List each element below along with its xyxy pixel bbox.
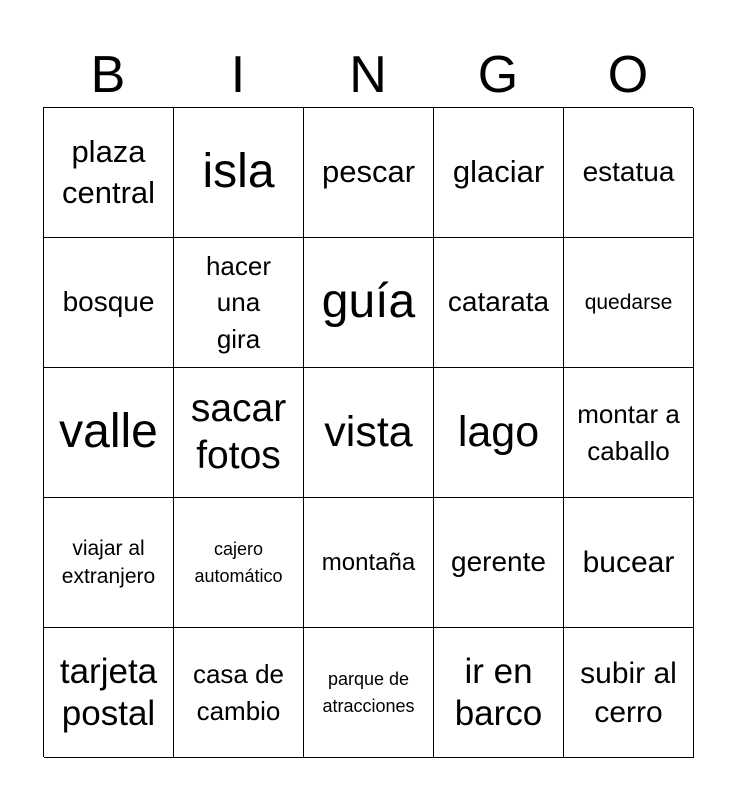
cell-text: lago: [457, 407, 540, 456]
bingo-cell[interactable]: [434, 498, 564, 628]
header-letter-i: I: [230, 46, 246, 104]
cell-text: isla: [202, 145, 275, 199]
cell-text: parque de atracciones: [322, 668, 415, 716]
cell-text: catarata: [447, 286, 550, 318]
bingo-cell[interactable]: [174, 628, 304, 758]
header-letter-o: O: [607, 46, 649, 104]
bingo-cell[interactable]: [44, 108, 174, 238]
bingo-cell[interactable]: [434, 108, 564, 238]
bingo-cell[interactable]: [434, 238, 564, 368]
bingo-cell[interactable]: [564, 368, 694, 498]
cell-text: glaciar: [452, 154, 545, 190]
bingo-cell[interactable]: [564, 238, 694, 368]
cell-text: guía: [321, 275, 416, 329]
cell-text: bosque: [62, 286, 155, 318]
cell-text: montar a caballo: [577, 399, 680, 466]
cell-text: casa de cambio: [192, 659, 285, 726]
bingo-cell[interactable]: [304, 238, 434, 368]
cell-text: hacer una gira: [205, 250, 272, 354]
header-letter-n: N: [349, 46, 387, 104]
cell-text: tarjeta postal: [59, 651, 158, 733]
cell-text: vista: [324, 407, 413, 456]
bingo-cell[interactable]: [44, 368, 174, 498]
bingo-cell[interactable]: [44, 628, 174, 758]
header-letter-b: B: [90, 46, 126, 104]
bingo-cell[interactable]: [44, 238, 174, 368]
cell-text: plaza central: [61, 134, 156, 210]
bingo-cell[interactable]: [434, 628, 564, 758]
bingo-cell[interactable]: [304, 108, 434, 238]
bingo-cell[interactable]: [174, 108, 304, 238]
cell-text: pescar: [321, 154, 416, 190]
bingo-cell[interactable]: [564, 498, 694, 628]
cell-text: valle: [59, 405, 158, 459]
cell-text: gerente: [451, 546, 546, 578]
bingo-cell[interactable]: [174, 238, 304, 368]
cell-text: cajero automático: [194, 538, 283, 586]
cell-text: subir al cerro: [580, 656, 677, 729]
bingo-header: [43, 44, 693, 106]
bingo-cell[interactable]: [304, 368, 434, 498]
bingo-cell[interactable]: [174, 498, 304, 628]
bingo-board: [43, 107, 693, 757]
cell-text: sacar fotos: [190, 386, 287, 477]
bingo-cell[interactable]: [44, 498, 174, 628]
bingo-cell[interactable]: [304, 628, 434, 758]
bingo-cell[interactable]: [174, 368, 304, 498]
cell-text: quedarse: [584, 290, 673, 314]
bingo-cell[interactable]: [434, 368, 564, 498]
bingo-cell[interactable]: [564, 108, 694, 238]
cell-text: bucear: [582, 546, 675, 579]
cell-text: viajar al extranjero: [61, 537, 156, 588]
bingo-cell[interactable]: [564, 628, 694, 758]
cell-text: estatua: [582, 156, 675, 188]
bingo-cell[interactable]: [304, 498, 434, 628]
cell-text: montaña: [321, 548, 416, 576]
cell-text: ir en barco: [454, 651, 543, 733]
header-letter-g: G: [477, 46, 519, 104]
